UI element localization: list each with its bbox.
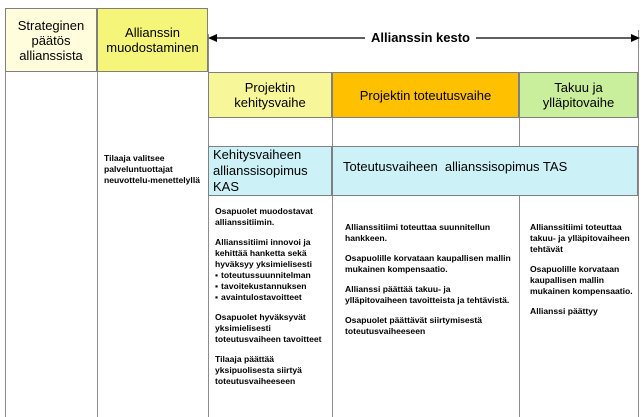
tas-agreement-box: [332, 146, 638, 196]
alliance-formation-label: Allianssin muodostaminen: [106, 25, 199, 55]
development-notes: [215, 206, 333, 396]
warranty-note-2: Osapuolille korvataan kaupallisen mallin mukainen kompensaatio.: [530, 264, 633, 296]
divider-line: [97, 72, 98, 417]
formation-note-text: Tilaaja valitsee palveluntuottajat neuvottelu-menettelyllä: [104, 153, 200, 185]
divider-line: [638, 30, 639, 417]
development-note-1: Osapuolet muodostavat allianssitiimin.: [215, 206, 313, 227]
warranty-phase-box: [519, 72, 638, 118]
divider-line: [5, 72, 6, 417]
implementation-notes: [345, 222, 511, 346]
warranty-note-3: Allianssi päättyy: [530, 306, 598, 316]
tas-agreement-label: Toteutusvaiheen allianssisopimus TAS: [343, 159, 568, 174]
development-bullet-2: ▪ tavoitekustannuksen: [215, 281, 333, 292]
development-phase-box: [208, 72, 332, 118]
implementation-phase-box: [332, 72, 519, 118]
implementation-note-3: Allianssi päättää takuu- ja ylläpitovaiheen tavoitteista ja tehtävistä.: [345, 284, 510, 305]
duration-label: Allianssin kesto: [365, 29, 476, 46]
implementation-phase-label: Projektin toteutusvaihe: [359, 87, 492, 103]
alliance-formation-box: [97, 8, 208, 72]
development-note-3: Osapuolet hyväksyvät yksimielisesti toteutusvaiheen tavoitteet: [215, 312, 322, 344]
development-phase-label: Projektin kehitysvaihe: [234, 80, 306, 110]
development-note-2: Allianssitiimi innovoi ja kehittää hanketta sekä hyväksyy yksimielisesti: [215, 237, 312, 269]
warranty-note-1: Allianssitiimi toteuttaa takuu- ja ylläpitovaiheen tehtävät: [530, 222, 630, 254]
formation-note: [104, 153, 202, 195]
development-bullet-list: [215, 270, 333, 303]
warranty-notes: [530, 222, 634, 326]
development-bullet-1: ▪ toteutussuunnitelman: [215, 270, 333, 281]
kas-agreement-box: [208, 146, 332, 196]
strategic-decision-label: Strateginen päätös allianssista: [17, 17, 85, 63]
development-bullet-3: ▪ avaintulostavoitteet: [215, 292, 333, 303]
implementation-note-4: Osapuolet päättävät siirtymisestä toteutusvaiheeseen: [345, 315, 483, 336]
implementation-note-1: Allianssitiimi toteuttaa suunnitellun hankkeen.: [345, 222, 491, 243]
kas-agreement-label: Kehitysvaiheen allianssisopimus KAS: [213, 147, 308, 194]
development-note-4: Tilaaja päättää yksipuolisesta siirtyä toteutusvaiheeseen: [215, 354, 302, 386]
strategic-decision-box: [5, 8, 97, 72]
implementation-note-2: Osapuolille korvataan kaupallisen mallin mukainen kompensaatio.: [345, 253, 511, 274]
warranty-phase-label: Takuu ja ylläpitovaihe: [542, 80, 615, 110]
